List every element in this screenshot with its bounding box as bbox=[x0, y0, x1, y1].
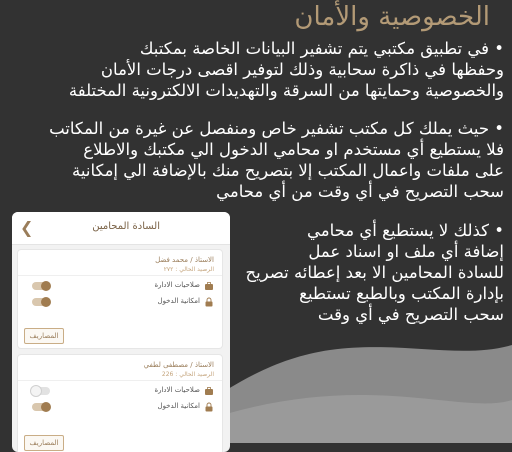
permission-row bbox=[26, 386, 214, 398]
page-title: الخصوصية والأمان bbox=[294, 2, 490, 32]
paragraph-line: بإدارة المكتب وبالطبع تستطيع bbox=[299, 284, 504, 303]
divider bbox=[18, 380, 222, 381]
paragraph-line: سحب التصريح في أي وقت bbox=[317, 305, 504, 324]
paragraph-line: وحفظها في ذاكرة سحابية وذلك لتوفير اقصى درجات الأمان bbox=[100, 60, 504, 79]
expenses-button[interactable]: المصاريف bbox=[24, 435, 64, 451]
paragraph-line: • في تطبيق مكتبي يتم تشفير البيانات الخاصة بمكتبك bbox=[139, 39, 504, 58]
phone-header bbox=[12, 212, 230, 245]
admin-permission-toggle[interactable] bbox=[32, 387, 50, 395]
chevron-left-icon[interactable]: ❮ bbox=[20, 218, 34, 237]
paragraph-line: فلا يستطيع أي مستخدم او محامي الدخول الي مكتبك والاطلاع bbox=[83, 140, 504, 159]
permission-row bbox=[26, 297, 214, 309]
lawyer-name: الاستاذ / محمد فضل bbox=[155, 256, 214, 264]
lawyer-name: الاستاذ / مصطفى لطفي bbox=[143, 361, 214, 369]
lawyer-card bbox=[18, 250, 222, 348]
briefcase-icon bbox=[204, 386, 214, 396]
paragraph-line: على ملفات واعمال المكتب إلا بتصريح منك بالإضافة الي إمكانية bbox=[72, 161, 504, 180]
expenses-button[interactable]: المصاريف bbox=[24, 328, 64, 344]
divider bbox=[18, 275, 222, 276]
paragraph-office-encryption bbox=[4, 118, 504, 202]
lawyer-card bbox=[18, 355, 222, 452]
lawyer-balance: الرصيد الحالي : 226 bbox=[161, 371, 214, 378]
admin-permission-toggle[interactable] bbox=[32, 282, 50, 290]
phone-mockup bbox=[12, 212, 230, 452]
paragraph-line: للسادة المحامين الا بعد إعطائه تصريح bbox=[245, 263, 504, 282]
login-permission-toggle[interactable] bbox=[32, 403, 50, 411]
lawyer-balance: الرصيد الحالي : ٢٧٢ bbox=[163, 266, 214, 273]
lock-icon bbox=[204, 297, 214, 307]
permission-label: صلاحيات الادارة bbox=[154, 281, 200, 289]
briefcase-icon bbox=[204, 281, 214, 291]
paragraph-line: سحب التصريح في أي وقت من أي محامي bbox=[216, 182, 504, 201]
phone-header-title: السادة المحامين bbox=[92, 221, 160, 232]
paragraph-line: • حيث يملك كل مكتب تشفير خاص ومنفصل عن غيرة من المكاتب bbox=[49, 119, 504, 138]
paragraph-line: إضافة أي ملف او اسناد عمل bbox=[308, 242, 504, 261]
login-permission-toggle[interactable] bbox=[32, 298, 50, 306]
permission-row bbox=[26, 281, 214, 293]
paragraph-encryption bbox=[4, 38, 504, 101]
permission-label: صلاحيات الادارة bbox=[154, 386, 200, 394]
paragraph-line: • كذلك لا يستطيع أي محامي bbox=[306, 221, 504, 240]
permission-row bbox=[26, 402, 214, 414]
paragraph-line: والخصوصية وحمايتها من السرقة والتهديدات الالكترونية المختلفة bbox=[68, 81, 504, 100]
lock-icon bbox=[204, 402, 214, 412]
permission-label: امكانية الدخول bbox=[157, 297, 200, 305]
paragraph-permissions bbox=[245, 220, 504, 325]
permission-label: امكانية الدخول bbox=[157, 402, 200, 410]
